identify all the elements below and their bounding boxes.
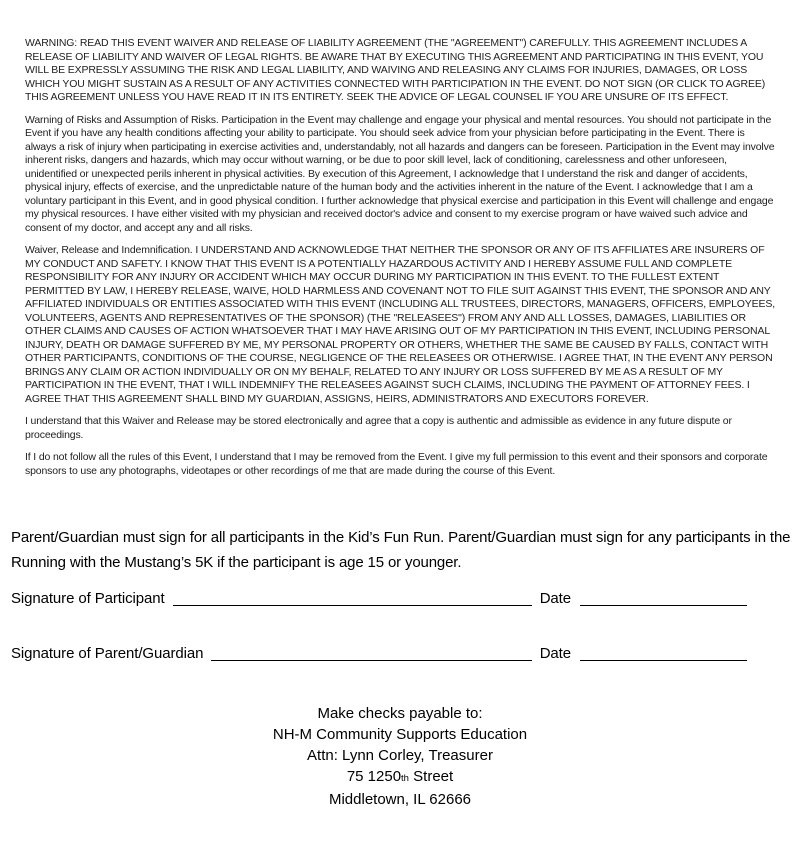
legal-paragraph-waiver-release: Waiver, Release and Indemnification. I UNDERSTAND AND ACKNOWLEDGE THAT NEITHER THE SPONSOR OR ANY OF ITS AFFILIATES ARE INSURERS OF MY CONDUCT AND SAFETY. I KNOW THAT THIS EVENT IS A POTENTIALLY HAZARDOUS ACTIVITY AND I HEREBY ASSUME FULL AND COMPLETE RESPONSIBILITY FOR ANY INJURY OR ACCIDENT WHICH MAY OCCUR DURING MY PARTICIPATION IN THIS EVENT. TO THE FULLEST EXTENT PERMITTED BY LAW, I HEREBY RELEASE, WAIVE, HOLD HARMLESS AND COVENANT NOT TO FILE SUIT AGAINST THIS EVENT, THE SPONSOR AND ANY AFFILIATED INDIVIDUALS OR ENTITIES ASSOCIATED WITH THIS EVENT (INCLUDING ALL TRUSTEES, DIRECTORS, MANAGERS, OFFICERS, EMPLOYEES, VOLUNTEERS, AGENTS AND REPRESENTATIVES OF THE SPONSOR) (THE "RELEASEES") FROM ANY AND ALL LOSSES, DAMAGES, LIABILITIES OR OTHER CLAIMS AND CAUSES OF ACTION WHATSOEVER THAT I MAY HAVE ARISING OUT OF MY PARTICIPATION IN THIS EVENT, INCLUDING PERSONAL INJURY, DEATH OR DAMAGE SUFFERED BY ME, MY PERSONAL PROPERTY OR OTHERS, WHETHER THE SAME BE CAUSED BY FALLS, CONTACT WITH OTHER PARTICIPANTS, CONDITIONS OF THE COURSE, NEGLIGENCE OF THE RELEASEES OR OTHERWISE. I AGREE THAT, IN THE EVENT ANY PERSON BRINGS ANY CLAIM OR ACTION INDIVIDUALLY OR ON MY BEHALF, RELATED TO ANY INJURY OR LOSS SUFFERED BY ME AS A RESULT OF MY PARTICIPATION IN THE EVENT, THAT I WILL INDEMNIFY THE RELEASEES AGAINST SUCH CLAIMS, INCLUDING THE PAYMENT OF ATTORNEY FEES. I AGREE THAT THIS AGREEMENT SHALL BIND MY GUARDIAN, ASSIGNS, HEIRS, ADMINISTRATORS AND EXECUTORS FOREVER. bbox=[25, 244, 775, 405]
instruction-line-1: Parent/Guardian must sign for all participants in the Kid’s Fun Run. Parent/Guardian must sign for any participants in the bbox=[11, 529, 791, 546]
legal-paragraph-warning: WARNING: READ THIS EVENT WAIVER AND RELEASE OF LIABILITY AGREEMENT (THE "AGREEMENT") CAREFULLY. THIS AGREEMENT INCLUDES A RELEASE OF LIABILITY AND WAIVER OF LEGAL RIGHTS. BE AWARE THAT BY EXECUTING THIS AGREEMENT AND PARTICIPATING IN THIS EVENT, YOU WILL BE EXPRESSLY ASSUMING THE RISK AND LEGAL LIABILITY, AND WAIVING AND RELEASING ANY CLAIMS FOR INJURIES, DAMAGES, OR LOSS WHICH YOU MIGHT SUSTAIN AS A RESULT OF ANY ACTIVITIES CONNECTED WITH PARTICIPATION IN THE EVENT. DO NOT SIGN (OR CLICK TO AGREE) THIS AGREEMENT UNLESS YOU HAVE READ IT IN ITS ENTIRETY. SEEK THE ADVICE OF LEGAL COUNSEL IF YOU ARE UNSURE OF ITS EFFECT. bbox=[25, 37, 766, 103]
legal-paragraph-electronic-storage: I understand that this Waiver and Release may be stored electronically and agree that a copy is authentic and admissible as evidence in any future dispute or proceedings. bbox=[25, 415, 732, 441]
participant-signature-label: Signature of Participant bbox=[11, 590, 165, 607]
parent-guardian-signature-line bbox=[211, 660, 531, 661]
participant-signature-line bbox=[173, 605, 532, 606]
participant-signature-row bbox=[11, 589, 747, 608]
instruction-line-2: Running with the Mustang’s 5K if the participant is age 15 or younger. bbox=[11, 553, 462, 571]
parent-guardian-date-label: Date bbox=[539, 645, 571, 662]
street-number: 75 1250 bbox=[346, 768, 402, 785]
payment-attn-line: Attn: Lynn Corley, Treasurer bbox=[307, 747, 493, 764]
payment-payee-name: NH-M Community Supports Education bbox=[272, 726, 528, 743]
street-ordinal: th bbox=[401, 773, 409, 784]
legal-paragraph-assumption-of-risks: Warning of Risks and Assumption of Risks. Participation in the Event may challenge and engage your physical and mental resources. You should not participate in the Event if you have any health conditions affecting your ability to participate. You should seek advice from your physician before participating in the Event. There is always a risk of injury when participating in exercise activities and, understandably, not all hazards and dangers can be foreseen. Participation in the Event may involve inherent risks, dangers and hazards, which may occur without warning, or be due to poor skill level, lack of conditioning, carelessness and other unforeseen, unidentified or unexpected perils inherent in physical activities. By execution of this Agreement, I acknowledge that I understand the risk and danger of accidents, physical injury, effects of exercise, and the unpredictable nature of the human body and the activities inherent in the nature of the Event. I acknowledge that I am a voluntary participant in this Event, and in good physical condition. I further acknowledge that physical exercise and participation in this Event will challenge and engage my physical resources. I have either visited with my physician and received doctor's advice and consent to my exercise program or have waived such advice and consent of my doctor, and accept any and all risks. bbox=[25, 113, 775, 234]
legal-paragraph-rules-and-media: If I do not follow all the rules of this Event, I understand that I may be removed from the Event. I give my full permission to this event and their sponsors and corporate sponsors to use any photographs, videotapes or other recordings of me that are made during the course of this Event. bbox=[25, 451, 768, 477]
legal-text-section bbox=[25, 37, 777, 478]
street-name: Street bbox=[408, 768, 454, 785]
payment-city-state-zip: Middletown, IL 62666 bbox=[328, 791, 472, 808]
parent-guardian-date-line bbox=[580, 660, 747, 661]
signature-section bbox=[11, 526, 790, 663]
payment-street-address bbox=[0, 766, 800, 789]
participant-date-line bbox=[580, 605, 747, 606]
parent-guardian-signature-label: Signature of Parent/Guardian bbox=[11, 645, 204, 662]
payment-heading: Make checks payable to: bbox=[317, 705, 483, 722]
guardian-signing-instruction bbox=[11, 526, 790, 575]
participant-date-label: Date bbox=[539, 590, 571, 607]
parent-guardian-signature-row bbox=[11, 644, 747, 663]
payment-info-section bbox=[0, 703, 800, 810]
